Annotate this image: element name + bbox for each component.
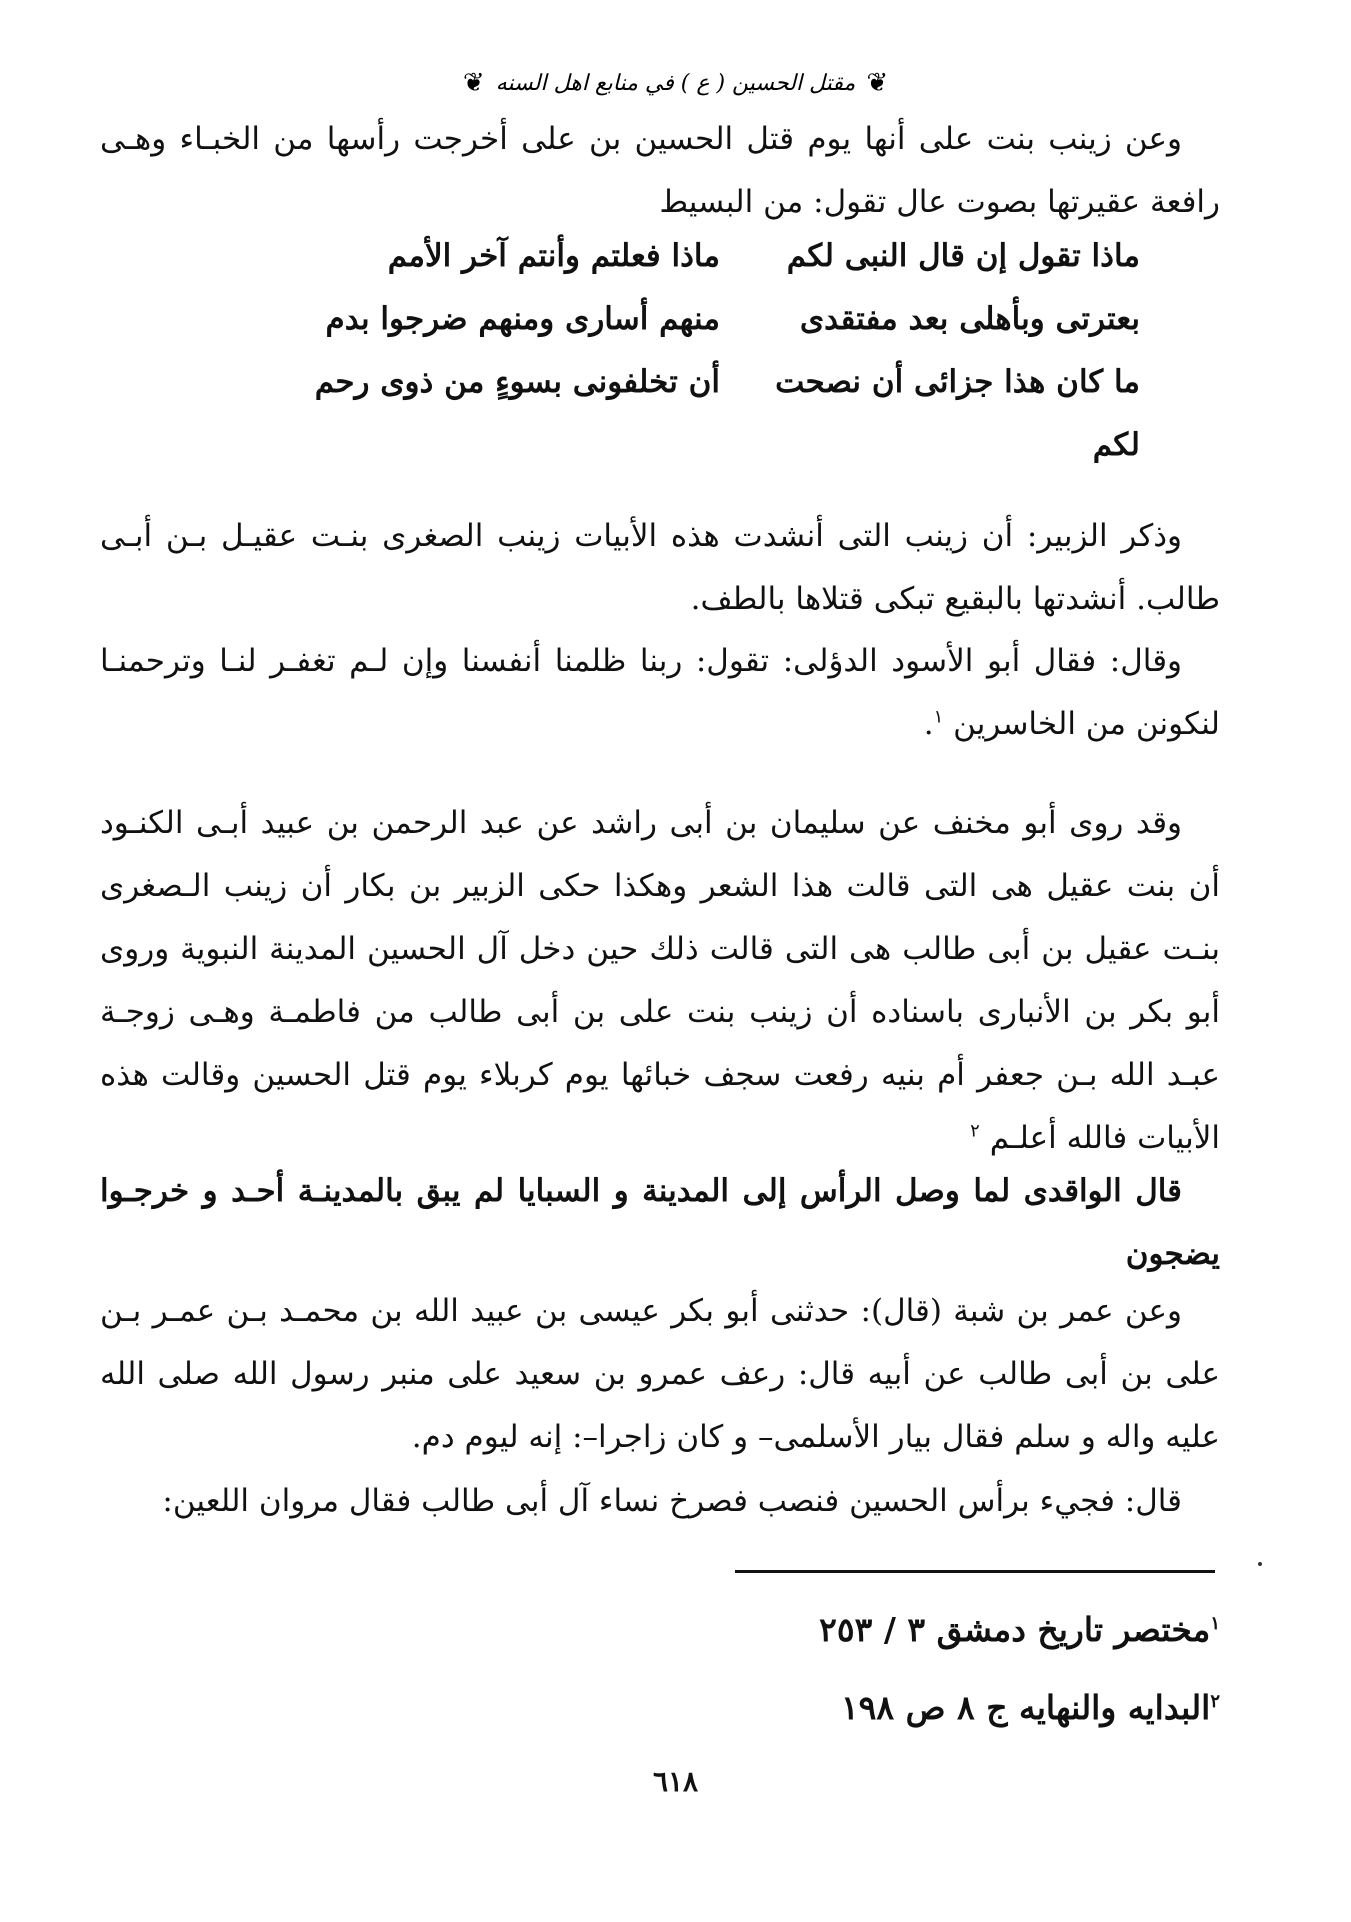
stray-dot <box>1258 1562 1262 1566</box>
paragraph-3-text: وقال: فقال أبو الأسود الدؤلى: تقول: ربنا ظلمنا أنفسنا وإن لـم تغفـر لنـا وترحمنـا لنكونن من الخاسرين <box>100 643 1220 742</box>
verse-second-hemistich: منهم أسارى ومنهم ضرجوا بدم <box>325 301 720 337</box>
verse-first-hemistich: بعترتى وبأهلى بعد مفتقدى <box>799 301 1140 337</box>
footnote-1 <box>600 1600 1220 1660</box>
paragraph-3: وقال: فقال أبو الأسود الدؤلى: تقول: ربنا ظلمنا أنفسنا وإن لـم تغفـر لنـا وترحمنـا لنكونن من الخاسرين $^١$. <box>100 643 1220 742</box>
verse-first-hemistich: ماذا تقول إن قال النبى لكم <box>786 238 1140 274</box>
footnote-text: البدايه والنهايه ج ٨ ص ١٩٨ <box>840 1688 1211 1727</box>
ornament-left-icon: ❦ <box>462 68 485 98</box>
poem-verse <box>260 288 1140 351</box>
paragraph-2: وذكر الزبير: أن زينب التى أنشدت هذه الأبيات زينب الصغرى بنـت عقيـل بـن أبـى طالب. أنشدتها بالبقيع تبكى قتلاها بالطف. <box>100 518 1220 617</box>
footnote-2 <box>600 1678 1220 1738</box>
footnote-ref-1: ١ <box>933 706 944 728</box>
footnote-ref-2: ٢ <box>970 1120 980 1142</box>
verse-second-hemistich: أن تخلفونى بسوءٍ من ذوى رحم <box>314 364 720 400</box>
footnote-text: مختصر تاريخ دمشق ٣ / ٢٥٣ <box>819 1610 1211 1649</box>
paragraph-1: وعن زينب بنت على أنها يوم قتل الحسين بن على أخرجت رأسها من الخبـاء وهـى رافعة عقيرتها بصوت عال تقول: من البسيط <box>100 121 1220 220</box>
paragraph-5: قال الواقدى لما وصل الرأس إلى المدينة و السبايا لم يبق بالمدينـة أحـد و خرجـوا يضجون <box>100 1173 1220 1272</box>
header-title: مقتل الحسين ( ع ) في منابع اهل السنه <box>495 70 856 96</box>
poem-verse <box>260 351 1140 463</box>
verse-first-hemistich: ما كان هذا جزائى أن نصحت لكم <box>775 364 1140 463</box>
footnote-mark: ١ <box>1210 1613 1220 1634</box>
ornament-right-icon: ❦ <box>866 68 889 98</box>
paragraph-4 <box>100 792 1220 1170</box>
paragraph-7: قال: فجيء برأس الحسين فنصب فصرخ نساء آل أبى طالب فقال مروان اللعين: <box>162 1483 1182 1519</box>
paragraph-6: وعن عمر بن شبة (قال): حدثنى أبو بكر عيسى بن عبيد الله بن محمـد بـن عمـر بـن على بن أبى طالب عن أبيه قال: رعف عمرو بن سعيد على منبر رسول الله صلى الله عليه واله و سلم فقال بيار الأسلمى– و كان زاجرا–: إنه ليوم دم. <box>100 1293 1220 1455</box>
footnote-separator <box>735 1570 1215 1573</box>
verse-second-hemistich: ماذا فعلتم وأنتم آخر الأمم <box>387 238 720 274</box>
poem <box>260 225 1140 463</box>
page-number: ٦١٨ <box>652 1765 699 1798</box>
paragraph-4-text: وقد روى أبو مخنف عن سليمان بن أبى راشد عن عبد الرحمن بن عبيد أبـى الكنـود أن بنت عقيل هى التى قالت هذا الشعر وهكذا حكى الزبير بن بكار أن زينب الـصغرى بنـت عقيل بن أبى طالب هى التى قالت ذلك حين دخل آل الحسين المدينة النبوية وروى أبو بكر بن الأنبارى باسناده أن زينب بنت على بن أبى طالب من فاطمـة وهـى زوجـة عبـد الله بـن جعفر أم بنيه رفعت سجف خبائها يوم كربلاء يوم قتل الحسين وقالت هذه الأبيات فالله أعلـم <box>100 805 1220 1156</box>
footnote-mark: ٢ <box>1210 1691 1220 1712</box>
poem-verse <box>260 225 1140 288</box>
